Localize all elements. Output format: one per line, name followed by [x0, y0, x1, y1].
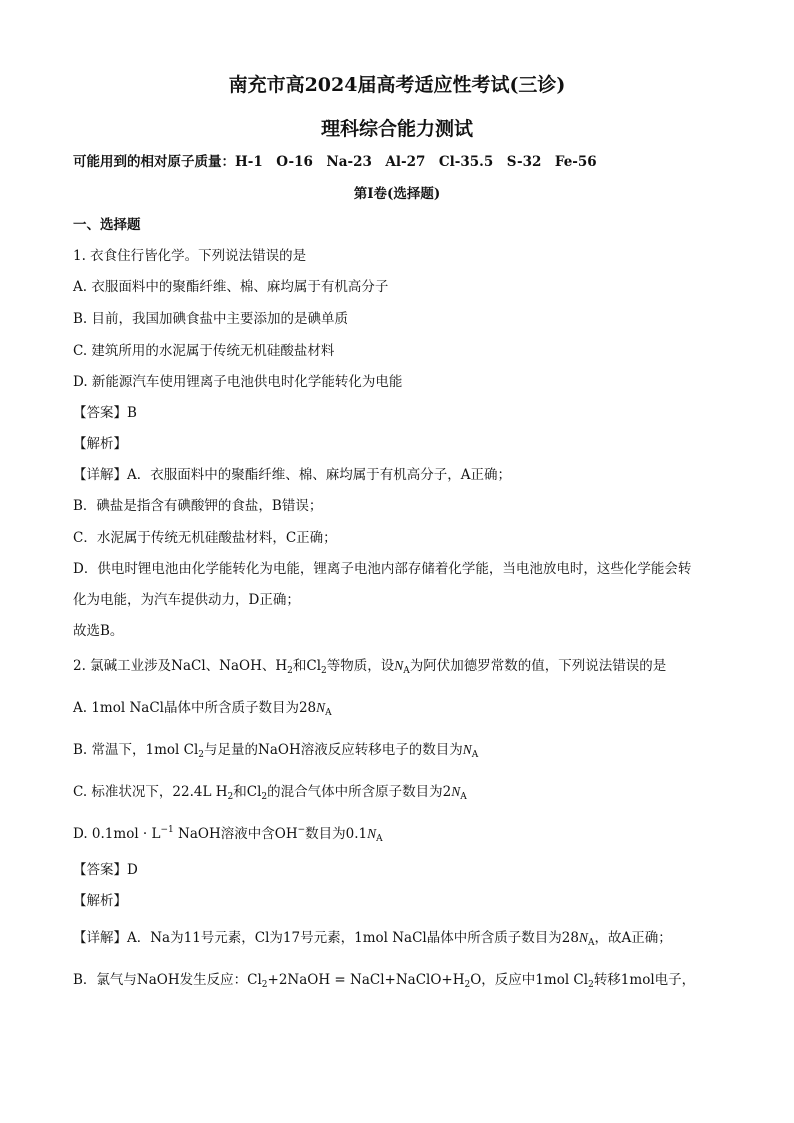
q2-option-d-part3: 数目为0.1	[305, 826, 368, 842]
q2-stem-part2: 和Cl	[292, 658, 322, 674]
q2-detail-b	[73, 968, 695, 990]
subscript-2: 2	[464, 980, 471, 990]
page-subtitle: 理科综合能力测试	[320, 118, 473, 140]
q1-option-d: D. 新能源汽车使用锂离子电池供电时化学能转化为电能	[73, 374, 403, 390]
atomic-masses: 可能用到的相对原子质量：H-1 O-16 Na-23 Al-27 Cl-35.5 S-32 Fe-56	[73, 154, 597, 170]
q2-detail-a-part2: ，故A正确；	[594, 930, 672, 946]
subscript-2: 2	[227, 792, 234, 802]
subscript-A: A	[376, 834, 383, 844]
q2-option-b-part1: B. 常温下，1mol Cl	[73, 742, 199, 758]
subscript-2: 2	[261, 980, 268, 990]
q1-conclusion: 故选B。	[73, 623, 124, 639]
q2-stem-part4: 为阿伏加德罗常数的值，下列说法错误的是	[409, 658, 667, 674]
q2-option-c-part2: 和Cl	[233, 784, 262, 800]
q2-option-b-part2: 与足量的NaOH溶液反应转移电子的数目为	[204, 742, 463, 758]
q2-detail-b-part2: +2NaOH = NaCl+NaClO+H	[267, 972, 465, 988]
q2-detail-b-part3: O，反应中1mol Cl	[470, 972, 589, 988]
q2-option-d	[73, 822, 383, 844]
subscript-2: 2	[321, 666, 327, 676]
q2-detail-a	[73, 926, 672, 948]
q1-option-a: A. 衣服面料中的聚酯纤维、棉、麻均属于有机高分子	[73, 279, 389, 295]
superscript-minus: −	[297, 825, 306, 835]
subscript-A: A	[325, 708, 332, 718]
q2-analysis: 【解析】	[73, 893, 127, 909]
superscript-neg1: −1	[160, 825, 174, 835]
q1-option-b: B. 目前，我国加碘食盐中主要添加的是碘单质	[73, 311, 349, 327]
subscript-A: A	[471, 750, 479, 760]
q2-option-c-part1: C. 标准状况下，22.4L H	[73, 784, 228, 800]
avogadro-symbol: N	[462, 742, 472, 757]
avogadro-symbol: N	[578, 930, 588, 945]
q2-option-c	[73, 780, 467, 802]
q2-detail-a-part1: 【详解】A．Na为11号元素，Cl为17号元素，1mol NaCl晶体中所含质子数目为28	[73, 930, 579, 946]
q2-answer: 【答案】D	[73, 862, 138, 878]
q1-answer: 【答案】B	[73, 405, 137, 421]
subscript-A: A	[403, 666, 410, 676]
q2-option-a-text: A. 1mol NaCl晶体中所含质子数目为28	[73, 700, 317, 716]
q2-option-a	[73, 696, 332, 718]
avogadro-symbol: N	[451, 784, 461, 799]
avogadro-symbol: N	[316, 700, 326, 715]
q2-detail-b-part1: B．氯气与NaOH发生反应：Cl	[73, 972, 262, 988]
avogadro-symbol: N	[367, 826, 377, 841]
subscript-A: A	[587, 938, 595, 948]
subscript-A: A	[460, 792, 467, 802]
subscript-2: 2	[287, 666, 293, 676]
subscript-2: 2	[198, 750, 205, 760]
avogadro-symbol: N	[394, 658, 404, 673]
q1-stem: 1. 衣食住行皆化学。下列说法错误的是	[73, 248, 307, 264]
q2-detail-b-part4: 转移1mol电子，	[593, 972, 696, 988]
section-heading: 一、选择题	[73, 217, 141, 233]
q1-detail-d-line1: D．供电时锂电池由化学能转化为电能，锂离子电池内部存储着化学能，当电池放电时，这些化学能会转	[73, 561, 692, 577]
q2-stem-part3: 等物质，设	[326, 658, 395, 674]
q2-option-d-part2: NaOH溶液中含OH	[173, 826, 298, 842]
subscript-2: 2	[261, 792, 268, 802]
q1-option-c: C. 建筑所用的水泥属于传统无机硅酸盐材料	[73, 343, 335, 359]
q1-detail-c: C．水泥属于传统无机硅酸盐材料，C正确；	[73, 530, 337, 546]
page-title: 南充市高2024届高考适应性考试(三诊)	[228, 74, 566, 96]
q2-stem	[73, 654, 666, 676]
q1-detail-d-line2: 化为电能，为汽车提供动力，D正确；	[73, 592, 300, 608]
q2-option-b	[73, 738, 478, 760]
q1-detail-b: B．碘盐是指含有碘酸钾的食盐，B错误；	[73, 498, 323, 514]
q1-analysis: 【解析】	[73, 436, 127, 452]
subscript-2: 2	[588, 980, 594, 990]
q2-option-c-part3: 的混合气体中所含原子数目为2	[267, 784, 452, 800]
q2-option-d-part1: D. 0.1mol · L	[73, 826, 161, 842]
volume-heading: 第Ⅰ卷(选择题)	[353, 186, 441, 202]
q2-stem-part1: 2. 氯碱工业涉及NaCl、NaOH、H	[73, 658, 288, 674]
q1-detail-a: 【详解】A．衣服面料中的聚酯纤维、棉、麻均属于有机高分子，A正确；	[73, 467, 511, 483]
